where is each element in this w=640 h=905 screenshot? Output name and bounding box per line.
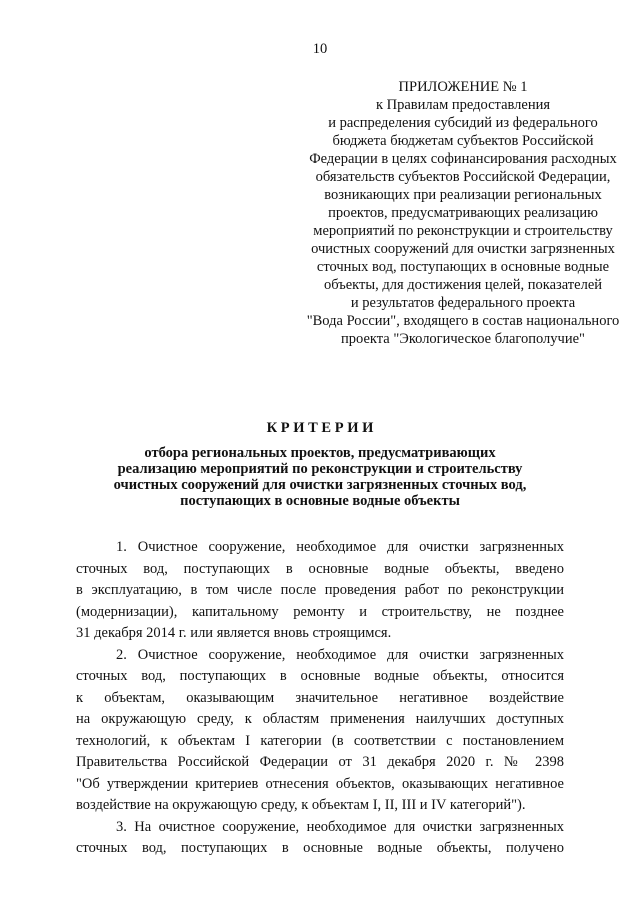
appendix-line: и распределения субсидий из федерального <box>328 115 598 131</box>
paragraph-line: сточных вод, поступающих в основные водные объекты, получено <box>76 840 564 856</box>
appendix-line: объекты, для достижения целей, показателей <box>323 277 603 293</box>
paragraph-1 <box>76 537 564 645</box>
appendix-line: бюджета бюджетам субъектов Российской <box>332 133 594 149</box>
paragraph-line: технологий, к объектам I категории (в соответствии с постановлением <box>76 732 564 749</box>
criteria-subtitle-line: отбора региональных проектов, предусматривающих <box>144 445 496 461</box>
paragraph-line: 3. На очистное сооружение, необходимое для очистки загрязненных <box>116 818 564 835</box>
appendix-line: "Вода России", входящего в состав национального <box>306 313 620 329</box>
paragraph-3 <box>76 817 564 860</box>
criteria-subtitle-line: очистных сооружений для очистки загрязненных сточных вод, <box>113 477 527 493</box>
criteria-subtitle-line: реализацию мероприятий по реконструкции и строительству <box>117 461 523 477</box>
page-number: 10 <box>312 41 328 57</box>
appendix-line: сточных вод, поступающих в основные водные <box>316 259 610 275</box>
criteria-heading: К Р И Т Е Р И И <box>266 420 374 436</box>
paragraph-line: 2. Очистное сооружение, необходимое для очистки загрязненных <box>116 646 564 663</box>
paragraph-line: на окружающую среду, к областям применения наилучших доступных <box>76 711 564 727</box>
appendix-line: мероприятий по реконструкции и строительству <box>313 223 613 239</box>
appendix-reference <box>300 96 626 348</box>
paragraph-line: 31 декабря 2014 г. или является вновь строящимся. <box>76 625 392 641</box>
paragraph-line: 1. Очистное сооружение, необходимое для очистки загрязненных <box>116 539 564 555</box>
document-body <box>76 537 564 860</box>
paragraph-line: в эксплуатацию, в том числе после проведения работ по реконструкции <box>76 582 564 598</box>
paragraph-line: Правительства Российской Федерации от 31 декабря 2020 г. № 2398 <box>76 754 564 770</box>
paragraph-line: (модернизации), капитальному ремонту и строительству, не позднее <box>76 603 564 620</box>
appendix-line: очистных сооружений для очистки загрязненных <box>311 241 615 257</box>
criteria-subtitle <box>60 445 580 509</box>
appendix-line: проекта "Экологическое благополучие" <box>341 331 585 347</box>
paragraph-line: сточных вод, поступающих в основные водные объекты, относится <box>76 668 564 684</box>
paragraph-line: воздействие на окружающую среду, к объектам I, II, III и IV категорий"). <box>76 797 526 813</box>
paragraph-line: к объектам, оказывающим значительное негативное воздействие <box>76 689 564 706</box>
appendix-line: возникающих при реализации региональных <box>324 187 602 203</box>
paragraph-line: сточных вод, поступающих в основные водные объекты, введено <box>76 560 564 577</box>
appendix-title: ПРИЛОЖЕНИЕ № 1 <box>398 79 528 95</box>
paragraph-line: "Об утверждении критериев отнесения объектов, оказывающих негативное <box>76 775 564 792</box>
appendix-line: Федерации в целях софинансирования расходных <box>309 151 617 167</box>
appendix-line: и результатов федерального проекта <box>350 295 576 311</box>
paragraph-2 <box>76 645 564 817</box>
appendix-line: к Правилам предоставления <box>375 97 551 113</box>
appendix-line: обязательств субъектов Российской Федерации, <box>315 169 611 185</box>
criteria-subtitle-line: поступающих в основные водные объекты <box>180 493 460 509</box>
appendix-line: проектов, предусматривающих реализацию <box>328 205 598 221</box>
